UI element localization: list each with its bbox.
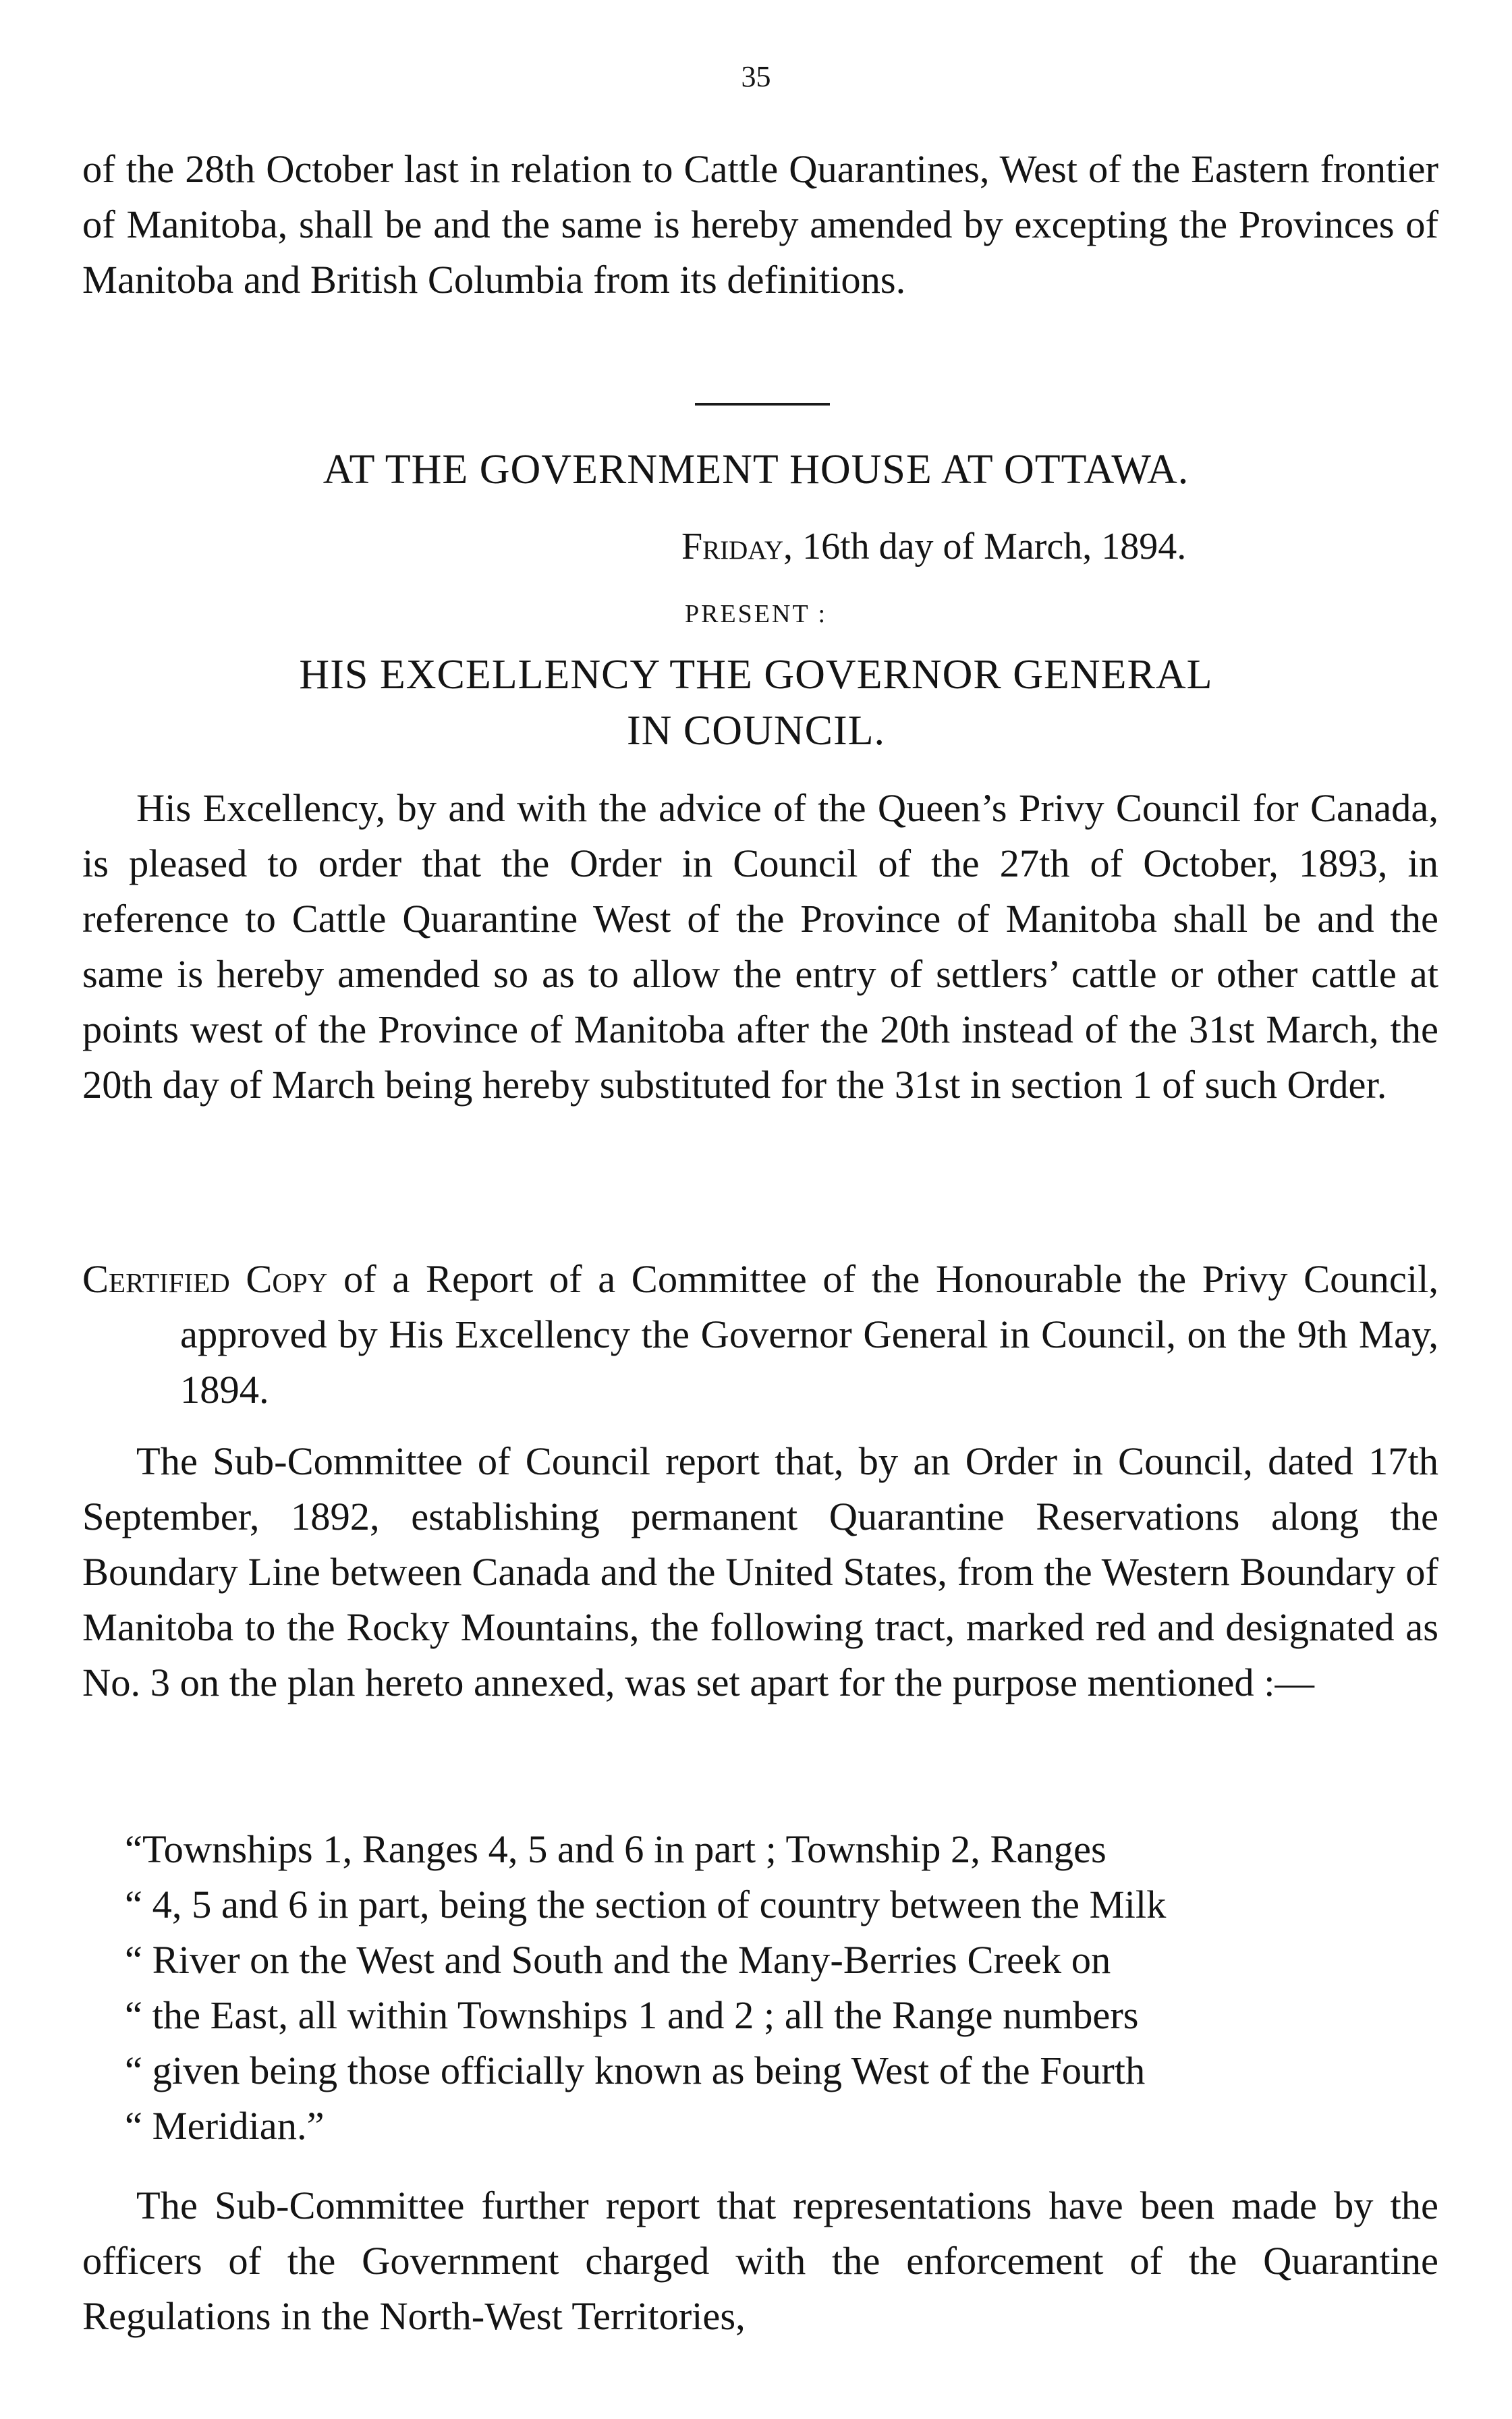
dateline — [681, 520, 1186, 574]
paragraph-text: of the 28th October last in relation to Cattle Quarantines, West of the Eastern frontier of Manitoba, shall be and the same is hereby amended by excepting the Provinces of Manitoba and British Columbia from its definitions. — [82, 147, 1438, 302]
dateline-day: Friday, — [681, 526, 793, 567]
present-line-1: HIS EXCELLENCY THE GOVERNOR GENERAL — [299, 652, 1213, 698]
page-number: 35 — [741, 60, 771, 93]
quoted-description — [125, 1822, 1438, 2154]
paragraph-text: The Sub-Committee further report that representations have been made by the officers of the Government charged with the enforcement of the Quarantine Regulations in the North-West Territories, — [82, 2184, 1438, 2338]
dateline-date: 16th day of March, 1894. — [793, 526, 1187, 567]
present-line-2: IN COUNCIL. — [627, 708, 885, 754]
certified-copy-heading — [82, 1252, 1438, 1418]
paragraph-sub-committee-report — [82, 1434, 1438, 1711]
certified-text — [82, 1252, 1438, 1418]
paragraph-text: The Sub-Committee of Council report that, by an Order in Council, dated 17th September, 1892, establishing permanent Quarantine Reservations along the Boundary Line between Canada and the United States, from the Western Boundary of Manitoba to the Rocky Mountains, the following tract, marked red and designated as No. 3 on the plan hereto annexed, was set apart for the purpose mentioned :— — [82, 1439, 1438, 1704]
present-label: PRESENT : — [684, 600, 828, 628]
certified-lead: Certified Copy — [82, 1257, 328, 1301]
quote-line: “ given being those officially known as being West of the Fourth — [125, 2049, 1146, 2092]
certified-rest: of a Report of a Committee of the Honourable the Privy Council, approved by His Excellency the Governor General in Council, on the 9th May, 1894. — [180, 1257, 1438, 1412]
paragraph-further-report — [82, 2178, 1438, 2344]
quote-line: “ the East, all within Townships 1 and 2 ; all the Range numbers — [125, 1993, 1139, 2037]
quote-line: “ Meridian.” — [125, 2104, 325, 2148]
paragraph-order-amendment — [82, 142, 1438, 308]
quote-line: “Townships 1, Ranges 4, 5 and 6 in part ; Township 2, Ranges — [125, 1827, 1107, 1871]
quote-line: “ River on the West and South and the Many-Berries Creek on — [125, 1938, 1111, 1982]
section-heading: AT THE GOVERNMENT HOUSE AT OTTAWA. — [323, 447, 1189, 493]
section-divider — [695, 403, 830, 406]
paragraph-order-text — [82, 781, 1438, 1113]
quote-line: “ 4, 5 and 6 in part, being the section of country between the Milk — [125, 1883, 1167, 1926]
paragraph-text: His Excellency, by and with the advice of the Queen’s Privy Council for Canada, is pleased to order that the Order in Council of the 27th of October, 1893, in reference to Cattle Quarantine West of the Province of Manitoba shall be and the same is hereby amended so as to allow the entry of settlers’ cattle or other cattle at points west of the Province of Manitoba after the 20th instead of the 31st March, the 20th day of March being hereby substituted for the 31st in section 1 of such Order. — [82, 786, 1438, 1107]
